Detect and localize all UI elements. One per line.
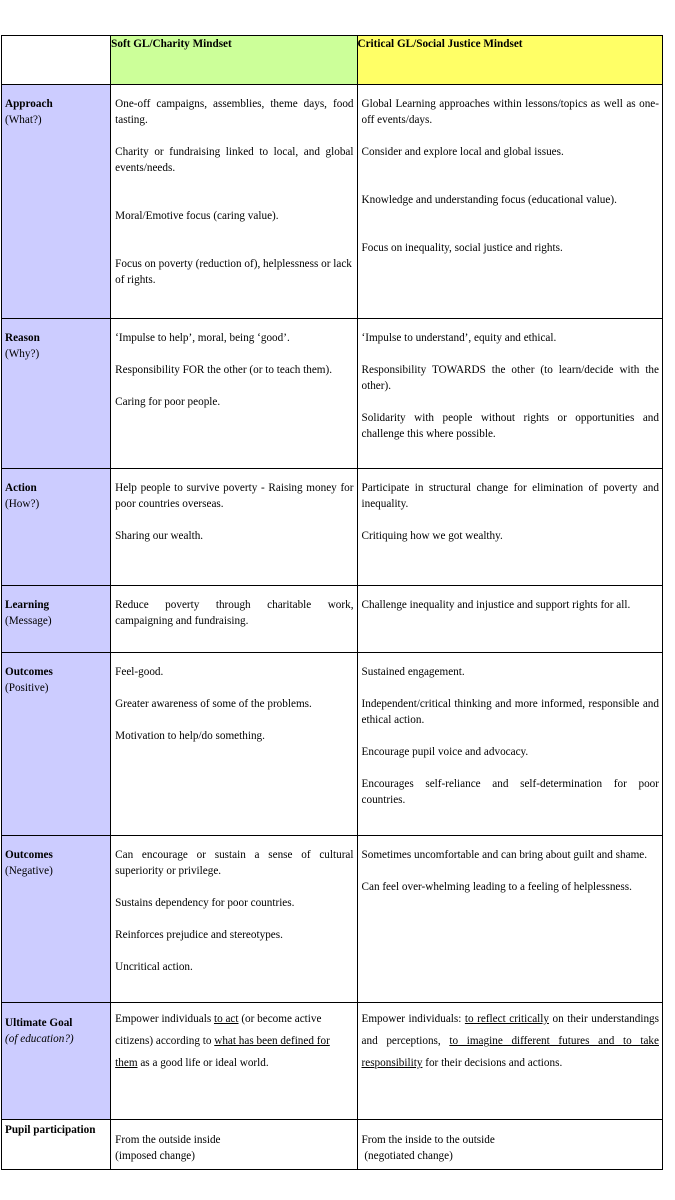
row-label-cell	[2, 469, 111, 586]
soft-charity-cell	[111, 836, 357, 1003]
table-row-reason	[2, 319, 663, 469]
table-row-approach	[2, 85, 663, 319]
row-label: Ultimate Goal	[5, 1017, 73, 1029]
cell-text: Reinforces prejudice and stereotypes.	[115, 929, 283, 941]
row-sublabel: (Message)	[5, 615, 52, 627]
row-sublabel: (Positive)	[5, 682, 49, 694]
row-label-cell	[2, 85, 111, 319]
cell-text: Independent/critical thinking and more informed, responsible and ethical action.	[361, 698, 659, 726]
row-label-cell	[2, 1120, 111, 1170]
row-label: Learning	[5, 599, 50, 611]
cell-text: One-off campaigns, assemblies, theme days, food tasting.	[115, 98, 354, 126]
cell-text: Can encourage or sustain a sense of cultural superiority or privilege.	[115, 849, 354, 877]
cell-text: Sometimes uncomfortable and can bring about guilt and shame.	[361, 849, 648, 861]
table-row-ultimate-goal	[2, 1003, 663, 1120]
critical-social-justice-cell	[357, 469, 662, 586]
cell-text: Caring for poor people.	[115, 396, 221, 408]
header-row	[2, 36, 663, 85]
header-blank-cell	[2, 36, 111, 85]
row-label: Reason	[5, 332, 40, 344]
row-label-cell	[2, 1003, 111, 1120]
cell-text: Can feel over-whelming leading to a feeling of helplessness.	[361, 881, 632, 893]
cell-text: Global Learning approaches within lessons/topics as well as one-off events/days.	[361, 98, 659, 126]
goal-underlined-text: to imagine different futures and to take responsibility	[361, 1035, 659, 1069]
row-sublabel: (of education?)	[5, 1033, 74, 1045]
goal-text	[115, 1008, 353, 1074]
table-row-outcomes-positive	[2, 653, 663, 836]
soft-charity-cell	[111, 586, 357, 653]
goal-text-part: for their decisions and actions.	[422, 1057, 563, 1069]
row-label: Action	[5, 482, 37, 494]
cell-text: Critiquing how we got wealthy.	[361, 530, 503, 542]
soft-charity-cell	[111, 319, 357, 469]
goal-underlined-text: to reflect critically	[464, 1013, 549, 1025]
cell-text: Sharing our wealth.	[115, 530, 204, 542]
header-soft-charity-mindset: Soft GL/Charity Mindset	[111, 36, 357, 85]
participation-line: From the outside inside	[115, 1134, 221, 1146]
goal-text-part: as a good life or ideal world.	[137, 1057, 269, 1069]
row-label-cell	[2, 836, 111, 1003]
row-sublabel: (What?)	[5, 114, 42, 126]
critical-social-justice-cell	[357, 1120, 662, 1170]
soft-charity-cell	[111, 85, 357, 319]
goal-text	[362, 1008, 659, 1074]
participation-text	[362, 1132, 659, 1164]
cell-text: Encourage pupil voice and advocacy.	[361, 746, 529, 758]
cell-text: Knowledge and understanding focus (educational value).	[361, 194, 617, 206]
cell-text: Charity or fundraising linked to local, and global events/needs.	[115, 146, 354, 174]
row-sublabel: (How?)	[5, 498, 40, 510]
cell-text: Greater awareness of some of the problems.	[115, 698, 312, 710]
cell-text: Responsibility TOWARDS the other (to learn/decide with the other).	[361, 364, 659, 392]
critical-social-justice-cell	[357, 586, 662, 653]
cell-text: Feel-good.	[115, 666, 164, 678]
cell-text: Consider and explore local and global issues.	[361, 146, 564, 158]
critical-social-justice-cell	[357, 1003, 662, 1120]
cell-text: Uncritical action.	[115, 961, 193, 973]
goal-text-part: Empower individuals:	[361, 1013, 465, 1025]
row-sublabel: (Why?)	[5, 348, 40, 360]
row-label: Pupil participation	[5, 1124, 96, 1136]
cell-text: Solidarity with people without rights or opportunities and challenge this where possible.	[361, 412, 659, 440]
cell-text: Focus on inequality, social justice and rights.	[361, 242, 563, 254]
cell-text: Responsibility FOR the other (or to teach them).	[115, 364, 333, 376]
table-row-outcomes-negative	[2, 836, 663, 1003]
cell-text: Challenge inequality and injustice and support rights for all.	[361, 599, 631, 611]
mindset-comparison-table	[1, 35, 663, 1170]
soft-charity-cell	[111, 469, 357, 586]
table-row-learning	[2, 586, 663, 653]
goal-underlined-text: to act	[213, 1013, 239, 1025]
goal-text-part: Empower individuals	[115, 1013, 214, 1025]
cell-text: Encourages self-reliance and self-determination for poor countries.	[361, 778, 659, 806]
participation-line: From the inside to the outside	[361, 1134, 495, 1146]
table-row-pupil-participation	[2, 1120, 663, 1170]
cell-text: Help people to survive poverty - Raising money for poor countries overseas.	[115, 482, 354, 510]
cell-text: Moral/Emotive focus (caring value).	[115, 210, 279, 222]
row-label-cell	[2, 586, 111, 653]
row-label-cell	[2, 653, 111, 836]
soft-charity-cell	[111, 653, 357, 836]
row-label: Outcomes	[5, 849, 53, 861]
critical-social-justice-cell	[357, 319, 662, 469]
soft-charity-cell	[111, 1120, 357, 1170]
row-label: Approach	[5, 98, 53, 110]
critical-social-justice-cell	[357, 836, 662, 1003]
cell-text: Motivation to help/do something.	[115, 730, 265, 742]
cell-text: Participate in structural change for elimination of poverty and inequality.	[361, 482, 659, 510]
participation-text	[115, 1132, 353, 1164]
goal-text-part: on their understandings and perceptions,	[361, 1013, 659, 1047]
row-sublabel: (Negative)	[5, 865, 53, 877]
participation-line: (imposed change)	[115, 1150, 195, 1162]
cell-text: Reduce poverty through charitable work, campaigning and fundraising.	[115, 599, 354, 627]
critical-social-justice-cell	[357, 653, 662, 836]
header-critical-social-justice-mindset: Critical GL/Social Justice Mindset	[357, 36, 662, 85]
cell-text: ‘Impulse to help’, moral, being ‘good’.	[115, 332, 290, 344]
cell-text: Focus on poverty (reduction of), helplessness or lack of rights.	[115, 258, 352, 286]
goal-text-part: (or become active citizens) according to	[115, 1013, 322, 1047]
cell-text: Sustained engagement.	[361, 666, 465, 678]
cell-text: ‘Impulse to understand’, equity and ethical.	[361, 332, 557, 344]
participation-line: (negotiated change)	[361, 1150, 453, 1162]
critical-social-justice-cell	[357, 85, 662, 319]
row-label-cell	[2, 319, 111, 469]
table-row-action	[2, 469, 663, 586]
goal-underlined-text: what has been defined for them	[115, 1035, 330, 1069]
cell-text: Sustains dependency for poor countries.	[115, 897, 295, 909]
row-label: Outcomes	[5, 666, 53, 678]
soft-charity-cell	[111, 1003, 357, 1120]
